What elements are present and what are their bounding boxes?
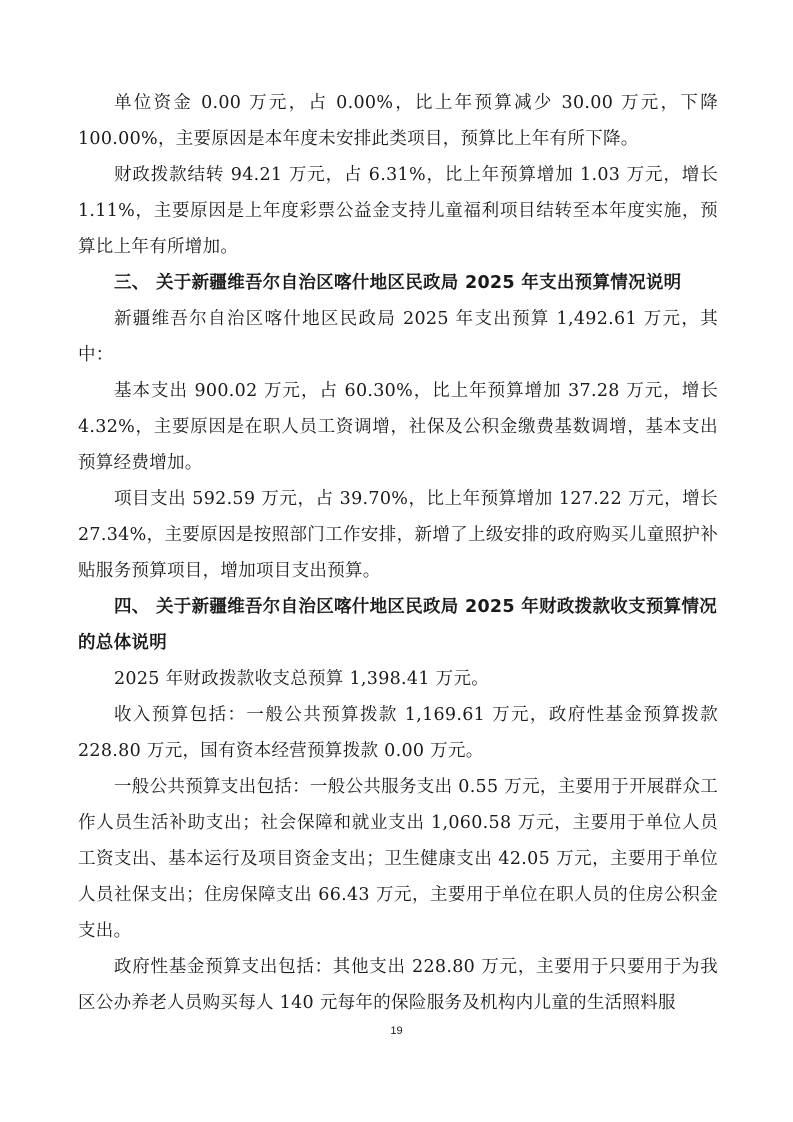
paragraph-fiscal-total: 2025 年财政拨款收支总预算 1,398.41 万元。 [114,669,490,689]
paragraph-general-expenditure: 一般公共预算支出包括：一般公共服务支出 0.55 万元，主要用于开展群众工作人员生活补助支出；社会保障和就业支出 1,060.58 万元，主要用于单位人员工资支出、基本运行及项目资金支出；卫生健康支出 42.05 万元，主要用于单位人员社保支出；住房保障支出 66.43 万元，主要用于单位在职人员的住房公积金支出。 [78,777,718,941]
page-number: 19 [390,1025,403,1037]
paragraph-project-expenditure: 项目支出 592.59 万元，占 39.70%，比上年预算增加 127.22 万元，增长 27.34%，主要原因是按照部门工作安排，新增了上级安排的政府购买儿童照护补贴服务预算项目，增加项目支出预算。 [78,489,718,581]
section-heading-3: 三、 关于新疆维吾尔自治区喀什地区民政局 2025 年支出预算情况说明 [114,273,682,293]
paragraph-basic-expenditure: 基本支出 900.02 万元，占 60.30%，比上年预算增加 37.28 万元，增长 4.32%，主要原因是在职人员工资调增，社保及公积金缴费基数调增，基本支出预算经费增加。 [78,381,718,473]
paragraph-expenditure-total: 新疆维吾尔自治区喀什地区民政局 2025 年支出预算 1,492.61 万元，其中： [78,309,718,365]
paragraph-unit-funds: 单位资金 0.00 万元，占 0.00%，比上年预算减少 30.00 万元，下降 100.00%，主要原因是本年度未安排此类项目，预算比上年有所下降。 [78,93,718,149]
body-content [78,85,718,1021]
paragraph-carryover: 财政拨款结转 94.21 万元，占 6.31%，比上年预算增加 1.03 万元，增长 1.11%，主要原因是上年度彩票公益金支持儿童福利项目结转至本年度实施，预算比上年有所增加。 [78,165,718,257]
paragraph-income-budget: 收入预算包括：一般公共预算拨款 1,169.61 万元，政府性基金预算拨款 228.80 万元，国有资本经营预算拨款 0.00 万元。 [78,705,718,761]
section-heading-4: 四、 关于新疆维吾尔自治区喀什地区民政局 2025 年财政拨款收支预算情况的总体说明 [78,597,718,653]
paragraph-fund-expenditure: 政府性基金预算支出包括：其他支出 228.80 万元，主要用于只要用于为我区公办养老人员购买每人 140 元每年的保险服务及机构内儿童的生活照料服 [78,957,718,1013]
